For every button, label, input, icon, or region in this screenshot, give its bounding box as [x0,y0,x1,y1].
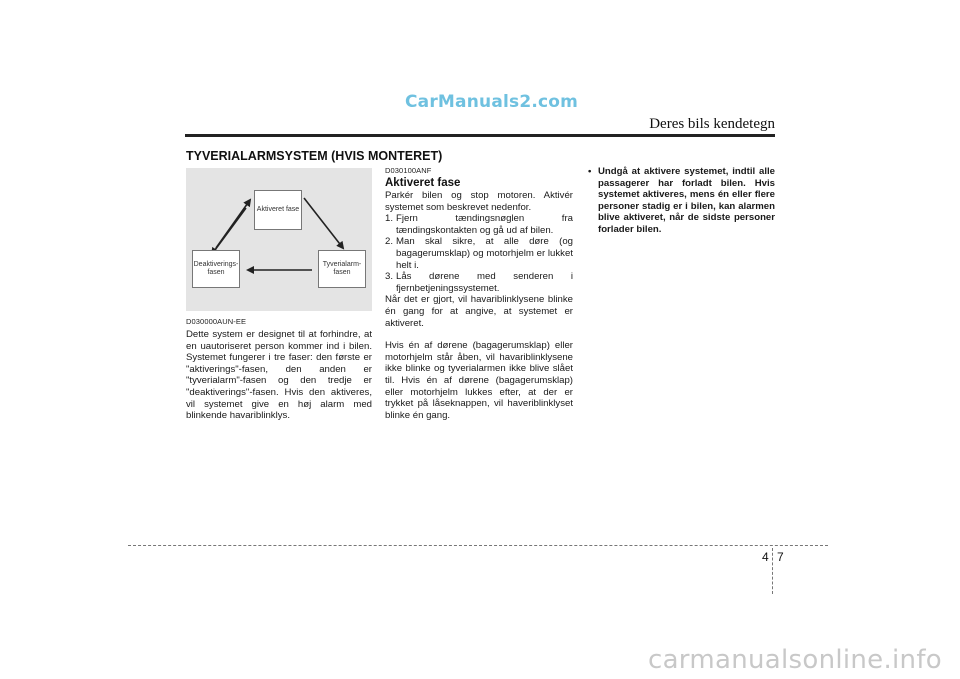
step-text: Lås dørene med senderen i fjernbetjeningssystemet. [396,271,573,294]
section-code: D030100ANF [385,166,432,175]
watermark-logo-top: CarManuals2.com [405,92,579,112]
active-phase-intro: Parkér bilen og stop motoren. Aktivér systemet som beskrevet nedenfor. [385,190,573,213]
subheading-active-phase: Aktiveret fase [385,177,461,189]
step-number: 1. [385,213,394,225]
list-item [385,213,573,236]
column-1 [186,317,372,422]
step-number: 3. [385,271,394,283]
arrow-active-to-deactivating [212,208,246,254]
step-text: Man skal sikre, at alle døre (og bagagerumsklap) og motorhjelm er lukket helt i. [396,236,573,271]
steps-list [385,213,573,294]
box-alarm-phase [318,250,366,288]
warning-bullet [585,166,775,236]
box-deactivating-phase [192,250,240,288]
column-3 [585,166,775,236]
page-number-chapter: 4 [762,550,769,564]
step-number: 2. [385,236,394,248]
section-code: D030000AUN-EE [186,317,247,326]
arrow-active-to-alarm [304,198,343,248]
list-item [385,271,573,294]
box-deactivating-label: Deaktiverings- fasen [193,260,239,276]
page-number-separator [772,548,773,594]
list-item [385,236,573,271]
alarm-phase-diagram [186,168,372,311]
bullet-icon: • [588,166,592,177]
page-number-page: 7 [777,550,784,564]
column-2 [385,166,573,421]
open-door-paragraph: Hvis én af dørene (bagagerumsklap) eller motorhjelm står åben, vil havariblinklysene ikke blinke og tyverialarmen ikke blive slået til. Hvis én af dørene (bagagerumsklap) eller motorhjelm lukkes efter, at der er trykket på låseknappen, vil haveriblinklyset blinke én gang. [385,340,573,421]
section-title: Deres bils kendetegn [649,116,775,132]
box-alarm-label: Tyverialarm- fasen [322,260,362,276]
page-heading: TYVERIALARMSYSTEM (HVIS MONTERET) [186,149,443,163]
warning-text: Undgå at aktivere systemet, indtil alle passagerer har forladt bilen. Hvis systemet aktiveres, mens én eller flere personer stadig er i bilen, kan alarmen blive aktiveret, når de sidste personer forlader bilen. [598,166,775,235]
confirmation-paragraph: Når det er gjort, vil havariblinklysene blinke én gang for at angive, at systemet er aktiveret. [385,294,573,329]
footer-rule [128,545,828,546]
watermark-bottom: carmanualsonline.info [647,645,942,675]
header-rule [185,134,775,137]
step-text: Fjern tændingsnøglen fra tændingskontakten og gå ud af bilen. [396,213,573,236]
box-active-label: Aktiveret fase [256,205,300,213]
box-active-phase [254,190,302,230]
intro-paragraph: Dette system er designet til at forhindre, at en uautoriseret person kommer ind i bilen. Systemet fungerer i tre faser: den første er "aktiverings"-fasen, den anden er "tyverialarm"-fasen og den tredje er "deaktiverings"-fasen. Hvis den aktiveres, vil systemet give en høj alarm med blinkende havariblinklys. [186,329,372,422]
